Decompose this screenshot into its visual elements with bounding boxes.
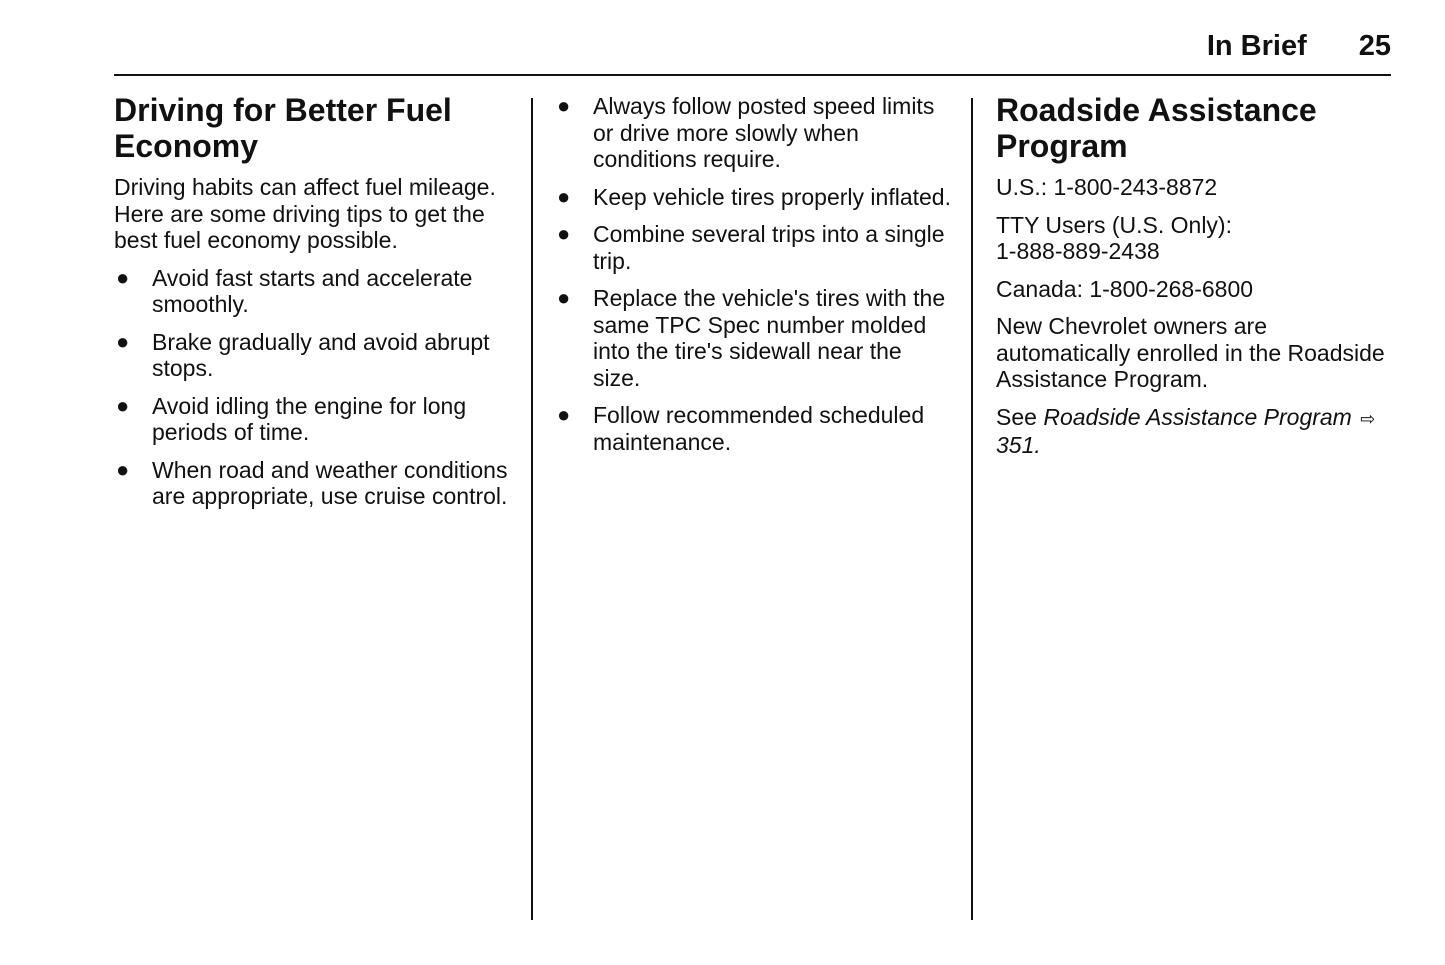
bullet-icon: ● [557, 183, 571, 209]
us-phone: U.S.: 1-800-243-8872 [996, 174, 1218, 200]
tip-text: Always follow posted speed limits or drive more slowly when conditions require. [593, 93, 935, 172]
tty-phone [996, 212, 1396, 265]
tty-label: TTY Users (U.S. Only): [996, 211, 1232, 238]
bullet-icon: ● [557, 93, 571, 118]
tip-text: Brake gradually and avoid abrupt stops. [152, 328, 490, 381]
bullet-icon: ● [116, 392, 130, 418]
column-1 [114, 92, 514, 521]
section-title: In Brief [1206, 30, 1307, 62]
roadside-heading: Roadside Assistance Program [996, 92, 1317, 164]
fuel-tips-list-1 [114, 265, 514, 510]
bullet-icon: ● [557, 221, 571, 246]
list-item [555, 93, 955, 173]
page-header [1207, 30, 1391, 63]
list-item [114, 393, 514, 446]
canada-phone: Canada: 1-800-268-6800 [996, 275, 1254, 302]
tip-text: Combine several trips into a single trip. [593, 221, 945, 274]
enrollment-text: New Chevrolet owners are automatically enrolled in the Roadside Assistance Program. [996, 313, 1385, 392]
column-divider-2 [971, 98, 973, 920]
list-item [555, 285, 955, 391]
tty-number: 1-888-889-2438 [996, 238, 1160, 264]
reference-link[interactable]: Roadside Assistance Program [1043, 403, 1352, 430]
list-item [555, 184, 955, 211]
list-item [555, 221, 955, 274]
fuel-economy-heading: Driving for Better Fuel Economy [114, 92, 452, 164]
list-item [114, 265, 514, 318]
reference-arrow-icon: ⇨ [1360, 408, 1376, 429]
column-divider-1 [531, 98, 533, 920]
page-number: 25 [1358, 30, 1391, 62]
column-3 [996, 92, 1396, 470]
list-item [114, 457, 514, 510]
see-prefix: See [996, 403, 1044, 430]
tip-text: Avoid fast starts and accelerate smoothly. [152, 264, 473, 317]
tip-text: Follow recommended scheduled maintenance. [593, 402, 925, 455]
fuel-tips-list-2 [555, 93, 955, 455]
reference-page[interactable]: 351. [996, 432, 1041, 458]
bullet-icon: ● [116, 328, 130, 354]
header-divider [114, 74, 1391, 76]
bullet-icon: ● [557, 285, 571, 310]
tip-text: When road and weather conditions are appropriate, use cruise control. [152, 456, 508, 509]
bullet-icon: ● [116, 456, 130, 482]
list-item [114, 329, 514, 382]
see-reference [996, 404, 1396, 459]
fuel-economy-intro: Driving habits can affect fuel mileage. Here are some driving tips to get the best fuel economy possible. [114, 174, 496, 253]
column-2 [555, 93, 955, 466]
bullet-icon: ● [116, 264, 130, 290]
list-item [555, 402, 955, 455]
tip-text: Keep vehicle tires properly inflated. [593, 183, 951, 210]
tip-text: Avoid idling the engine for long periods of time. [152, 392, 467, 445]
tip-text: Replace the vehicle's tires with the same TPC Spec number molded into the tire's sidewall near the size. [593, 285, 946, 391]
bullet-icon: ● [557, 402, 571, 427]
